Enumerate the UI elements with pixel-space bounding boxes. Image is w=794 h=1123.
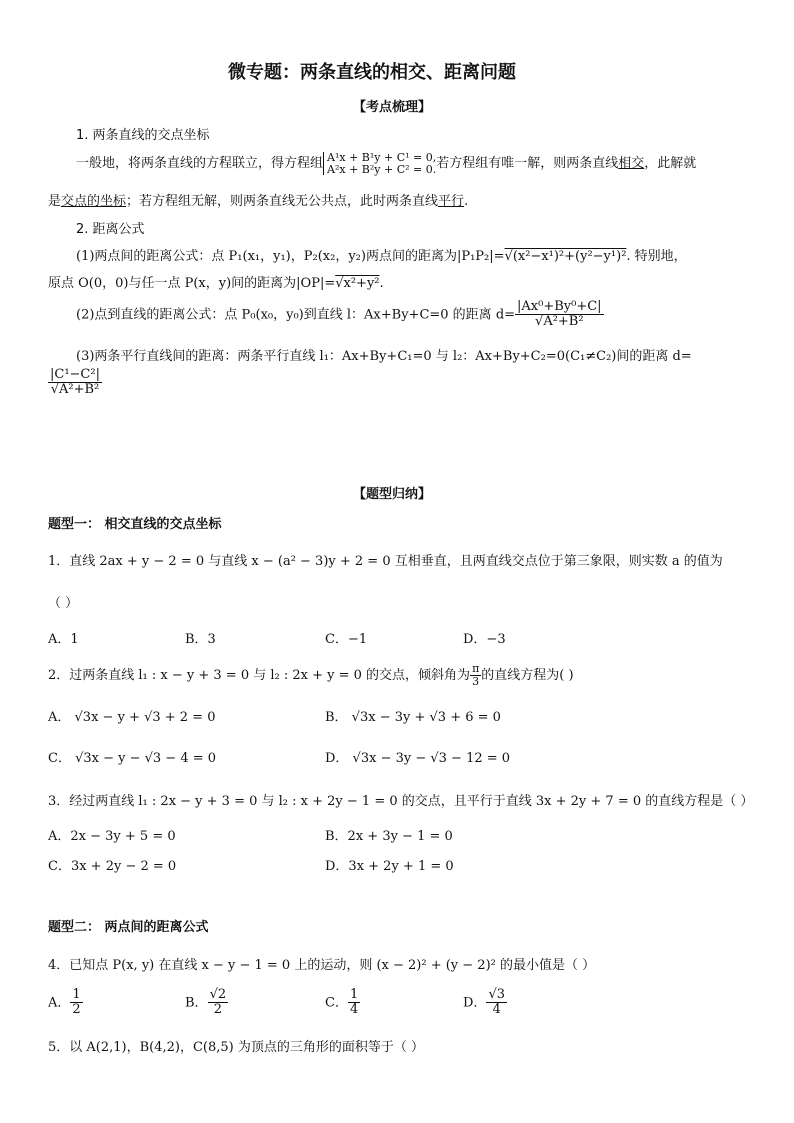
option-label: D． bbox=[463, 995, 487, 1011]
numerator: |Ax⁰+By⁰+C| bbox=[517, 299, 602, 314]
type2-heading: 题型二： 两点间的距离公式 bbox=[48, 920, 209, 935]
eq2: A²x + B²y + C² = 0. bbox=[327, 162, 437, 176]
option-label: B． bbox=[185, 995, 208, 1011]
q1-option-b: B．3 bbox=[185, 632, 216, 647]
question-1-blank: （ ） bbox=[48, 596, 79, 611]
pi-over-3-fraction bbox=[470, 663, 481, 688]
denominator: 2 bbox=[213, 1002, 222, 1018]
numerator: |C¹−C²| bbox=[50, 367, 100, 382]
q3-option-a: A．2x − 3y + 5 = 0 bbox=[48, 829, 176, 844]
formula1-line1 bbox=[76, 245, 687, 264]
tixing-heading: 【题型归纳】 bbox=[353, 487, 432, 502]
question-2 bbox=[48, 663, 574, 688]
formula1-line2 bbox=[48, 272, 384, 291]
option-label: C． bbox=[325, 995, 348, 1011]
question-4: 4．已知点 P(x, y) 在直线 x − y − 1 = 0 上的运动，则 (x − 2)² + (y − 2)² 的最小值是（ ） bbox=[48, 958, 596, 973]
formula2-line bbox=[76, 300, 604, 330]
q2-option-c: C． √3x − y − √3 − 4 = 0 bbox=[48, 751, 217, 766]
text: (2)点到直线的距离公式：点 P₀(x₀，y₀)到直线 l：Ax+By+C=0 的距离 d= bbox=[76, 307, 516, 323]
page-title: 微专题：两条直线的相交、距离问题 bbox=[228, 62, 516, 83]
q4-option-a bbox=[48, 988, 83, 1018]
question-3: 3．经过两直线 l₁ : 2x − y + 3 = 0 与 l₂ : x + 2y − 1 = 0 的交点，且平行于直线 3x + 2y + 7 = 0 的直线方程是（ ） bbox=[48, 794, 754, 809]
denominator: 2 bbox=[72, 1002, 81, 1018]
q2-option-d: D． √3x − 3y − √3 − 12 = 0 bbox=[325, 751, 511, 766]
q3-option-c: C．3x + 2y − 2 = 0 bbox=[48, 859, 177, 874]
q1-option-c: C．−1 bbox=[325, 632, 368, 647]
section1-paragraph-line1 bbox=[76, 152, 696, 175]
text: . 特别地， bbox=[626, 249, 687, 264]
section1-heading: 1. 两条直线的交点坐标 bbox=[76, 128, 210, 143]
text: 的直线方程为( ) bbox=[481, 668, 574, 684]
text: 2．过两条直线 l₁ : x − y + 3 = 0 与 l₂ : 2x + y = 0 的交点，倾斜角为 bbox=[48, 668, 471, 684]
point-line-distance-fraction bbox=[515, 300, 604, 330]
formula3-fraction bbox=[48, 368, 102, 398]
eq1: A¹x + B¹y + C¹ = 0, bbox=[327, 151, 437, 164]
denominator: √A²+B² bbox=[50, 382, 100, 398]
underlined-term: 交点的坐标 bbox=[61, 194, 127, 209]
formula3-line: (3)两条平行直线间的距离：两条平行直线 l₁：Ax+By+C₁=0 与 l₂：Ax+By+C₂=0(C₁≠C₂)间的距离 d= bbox=[76, 349, 692, 364]
question-1: 1．直线 2ax + y − 2 = 0 与直线 x − (a² − 3)y + 2 = 0 互相垂直，且两直线交点位于第三象限，则实数 a 的值为 bbox=[48, 554, 723, 569]
q4-option-c bbox=[325, 988, 360, 1018]
q3-option-d: D．3x + 2y + 1 = 0 bbox=[325, 859, 454, 874]
text: 是 bbox=[48, 194, 62, 209]
text: (1)两点间的距离公式：点 P₁(x₁，y₁)，P₂(x₂，y₂)两点间的距离为|P₁P₂|= bbox=[76, 249, 505, 264]
q2-option-a: A． √3x − y + √3 + 2 = 0 bbox=[48, 710, 216, 725]
q3-option-b: B．2x + 3y − 1 = 0 bbox=[325, 829, 453, 844]
numerator: 1 bbox=[349, 987, 359, 1002]
q4-option-b bbox=[185, 988, 228, 1018]
origin-distance-formula: √x²+y² bbox=[335, 276, 380, 291]
text: ，此解就 bbox=[644, 156, 697, 172]
kaodian-heading: 【考点梳理】 bbox=[353, 100, 432, 115]
underlined-term: 相交 bbox=[618, 156, 645, 172]
text: 若方程组有唯一解，则两条直线 bbox=[436, 156, 619, 172]
section1-paragraph-line2 bbox=[48, 190, 468, 209]
option-label: A． bbox=[48, 995, 71, 1011]
q1-option-d: D．−3 bbox=[463, 632, 506, 647]
text: 一般地，将两条直线的方程联立，得方程组 bbox=[76, 156, 324, 172]
numerator: √3 bbox=[488, 987, 505, 1002]
denominator: √A²+B² bbox=[535, 314, 584, 330]
section2-heading: 2. 距离公式 bbox=[76, 222, 145, 237]
denominator: 4 bbox=[492, 1002, 501, 1018]
distance-formula: √(x²−x¹)²+(y²−y¹)² bbox=[504, 249, 627, 264]
text: ；若方程组无解，则两条直线无公共点，此时两条直线 bbox=[126, 194, 439, 209]
q4-option-d bbox=[463, 988, 507, 1018]
numerator: 1 bbox=[72, 987, 81, 1002]
text: . bbox=[464, 194, 469, 209]
q1-option-a: A．1 bbox=[48, 632, 79, 647]
question-5: 5．以 A(2,1)，B(4,2)，C(8,5) 为顶点的三角形的面积等于（ ） bbox=[48, 1040, 425, 1055]
text: . bbox=[379, 276, 384, 291]
numerator: √2 bbox=[209, 987, 227, 1002]
q2-option-b: B． √3x − 3y + √3 + 6 = 0 bbox=[325, 710, 501, 725]
equation-system bbox=[323, 152, 436, 175]
text: 原点 O(0，0)与任一点 P(x，y)间的距离为|OP|= bbox=[48, 276, 336, 291]
type1-heading: 题型一： 相交直线的交点坐标 bbox=[48, 517, 222, 532]
numerator: π bbox=[472, 662, 480, 675]
denominator: 4 bbox=[349, 1002, 359, 1018]
denominator: 3 bbox=[472, 675, 480, 689]
underlined-term: 平行 bbox=[438, 194, 465, 209]
